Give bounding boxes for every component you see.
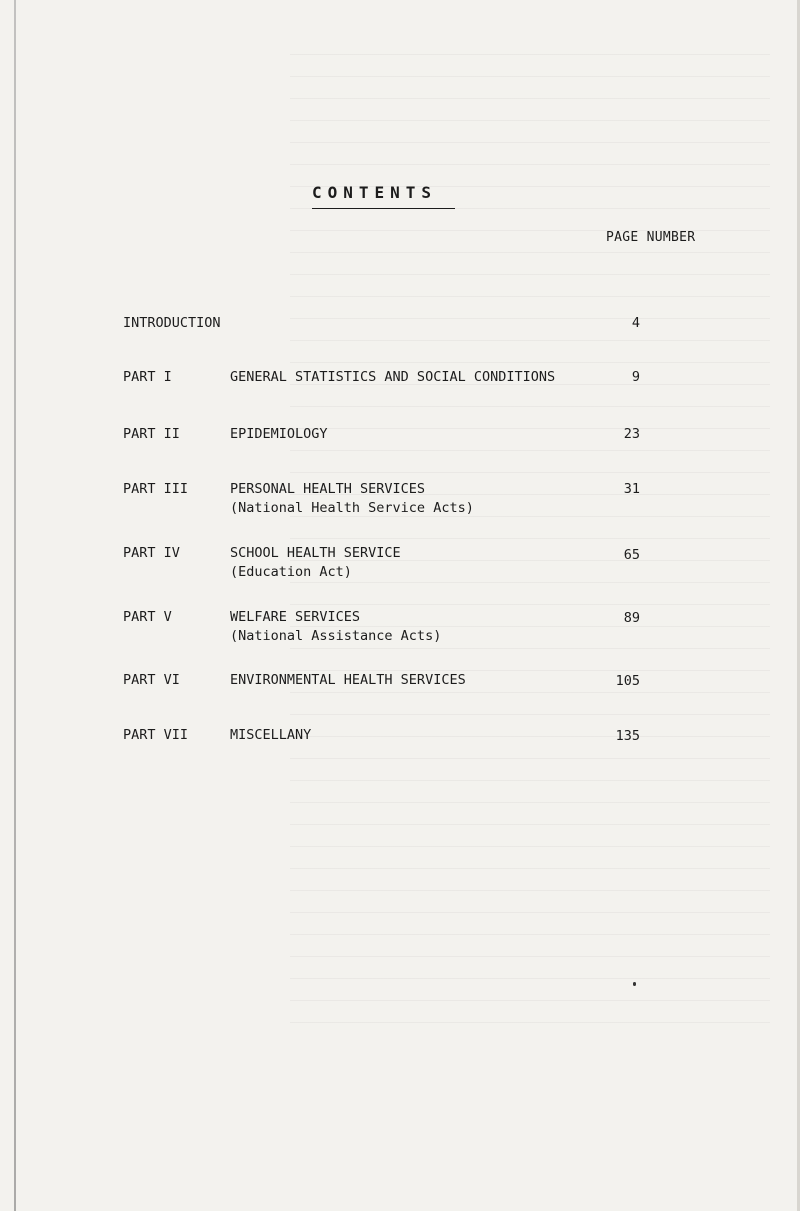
entry-page-number: 89 <box>623 610 640 626</box>
page-edge-shadow <box>14 0 16 1211</box>
entry-title: WELFARE SERVICES <box>230 609 361 625</box>
ink-speck <box>633 982 636 986</box>
entry-page-number: 23 <box>623 426 640 442</box>
entry-part-label: PART IV <box>123 545 180 561</box>
entry-title: EPIDEMIOLOGY <box>230 426 328 442</box>
entry-page-number: 9 <box>631 369 640 385</box>
entry-part-label: PART VII <box>123 727 189 743</box>
entry-part-label: PART III <box>123 481 189 497</box>
entry-subtitle: (Education Act) <box>230 564 352 580</box>
entry-title: PERSONAL HEALTH SERVICES <box>230 481 426 497</box>
title-underline <box>312 208 455 209</box>
entry-part-label: PART II <box>123 426 180 442</box>
contents-title: CONTENTS <box>312 183 438 202</box>
entry-page-number: 4 <box>631 315 640 331</box>
entry-title: MISCELLANY <box>230 727 312 743</box>
entry-title: ENVIRONMENTAL HEALTH SERVICES <box>230 672 466 688</box>
entry-part-label: PART I <box>123 369 172 385</box>
entry-page-number: 31 <box>623 481 640 497</box>
entry-title: GENERAL STATISTICS AND SOCIAL CONDITIONS <box>230 369 556 385</box>
entry-subtitle: (National Health Service Acts) <box>230 500 474 516</box>
entry-part-label: INTRODUCTION <box>123 315 221 331</box>
entry-subtitle: (National Assistance Acts) <box>230 628 442 644</box>
entry-part-label: PART VI <box>123 672 180 688</box>
entry-page-number: 135 <box>615 728 640 744</box>
entry-page-number: 105 <box>615 673 640 689</box>
entry-part-label: PART V <box>123 609 172 625</box>
entry-page-number: 65 <box>623 547 640 563</box>
entry-title: SCHOOL HEALTH SERVICE <box>230 545 401 561</box>
page-number-header: PAGE NUMBER <box>606 230 696 245</box>
